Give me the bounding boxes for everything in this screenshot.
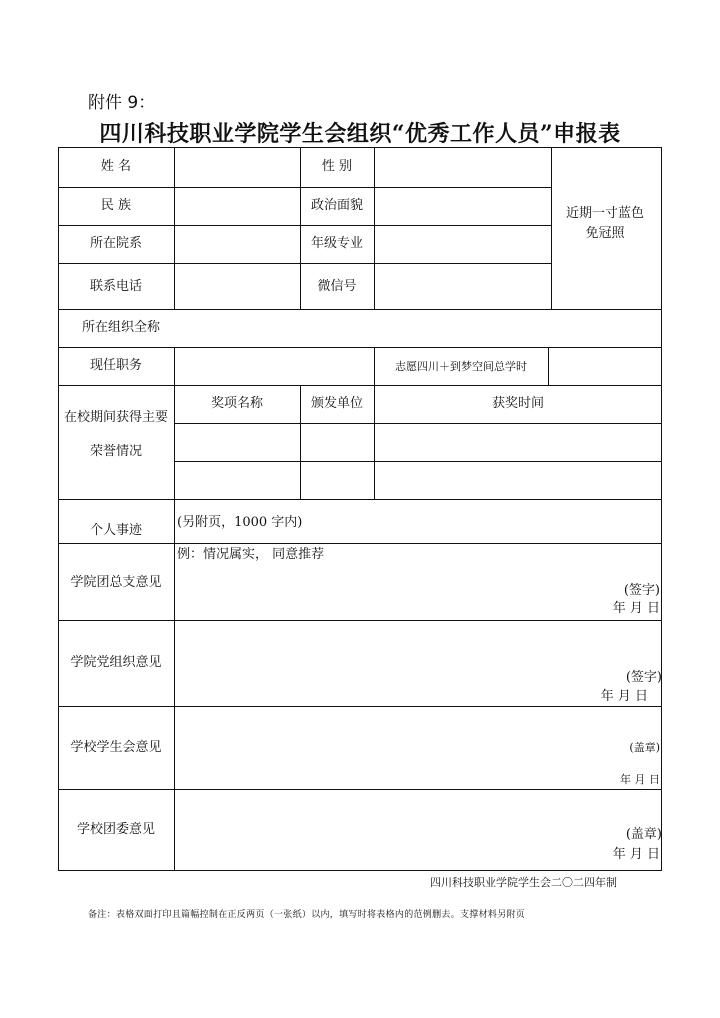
date-line-2: 年 月 日 xyxy=(600,689,648,704)
label-party-org: 学院党组织意见 xyxy=(70,655,162,670)
header-award-name: 奖项名称 xyxy=(210,396,263,411)
label-grade-major: 年级专业 xyxy=(310,236,363,251)
label-student-union: 学校学生会意见 xyxy=(70,740,162,755)
photo-text-line2: 免冠照 xyxy=(585,226,625,241)
date-line-1: 年 月 日 xyxy=(612,601,660,616)
label-league-branch: 学院团总支意见 xyxy=(70,575,162,590)
signature-label-1: (签字) xyxy=(623,583,660,598)
label-political-status: 政治面貌 xyxy=(310,198,363,213)
label-phone: 联系电话 xyxy=(89,279,142,294)
photo-placeholder[interactable] xyxy=(551,204,659,244)
label-deeds: 个人事迹 xyxy=(89,523,142,538)
label-ethnicity: 民 族 xyxy=(100,198,132,213)
deeds-note: (另附页，1000 字内) xyxy=(177,515,303,530)
label-wechat: 微信号 xyxy=(317,279,357,294)
remark-note: 备注：表格双面打印且篇幅控制在正反两页（一张纸）以内，填写时将表格内的范例删去。支撑材料另附页 xyxy=(88,910,526,920)
attachment-label: 附件 9： xyxy=(88,93,156,113)
signature-label-2: (签字) xyxy=(625,670,662,685)
label-position: 现任职务 xyxy=(89,358,142,373)
form-table xyxy=(58,147,662,871)
seal-label-1: (盖章) xyxy=(629,741,660,754)
label-volunteer-hours: 志愿四川＋到梦空间总学时 xyxy=(395,360,527,373)
header-award-time: 获奖时间 xyxy=(491,396,544,411)
label-organization: 所在组织全称 xyxy=(82,320,161,335)
date-line-4: 年 月 日 xyxy=(612,847,660,862)
form-title: 四川科技职业学院学生会组织“优秀工作人员”申报表 xyxy=(99,121,621,147)
label-honors-line2: 荣誉情况 xyxy=(89,444,142,459)
league-example: 例：情况属实， 同意推荐 xyxy=(177,547,325,562)
photo-text-line1: 近期一寸蓝色 xyxy=(565,206,644,221)
footer-issuer: 四川科技职业学院学生会二〇二四年制 xyxy=(430,876,617,889)
header-issuer: 颁发单位 xyxy=(310,396,363,411)
label-gender: 性 别 xyxy=(321,159,353,174)
seal-label-2: (盖章) xyxy=(625,827,662,842)
label-honors-line1: 在校期间获得主要 xyxy=(63,410,168,425)
label-college: 所在院系 xyxy=(89,236,142,251)
date-line-3: 年 月 日 xyxy=(620,773,660,786)
label-name: 姓 名 xyxy=(100,159,132,174)
label-league-committee: 学校团委意见 xyxy=(76,822,155,837)
